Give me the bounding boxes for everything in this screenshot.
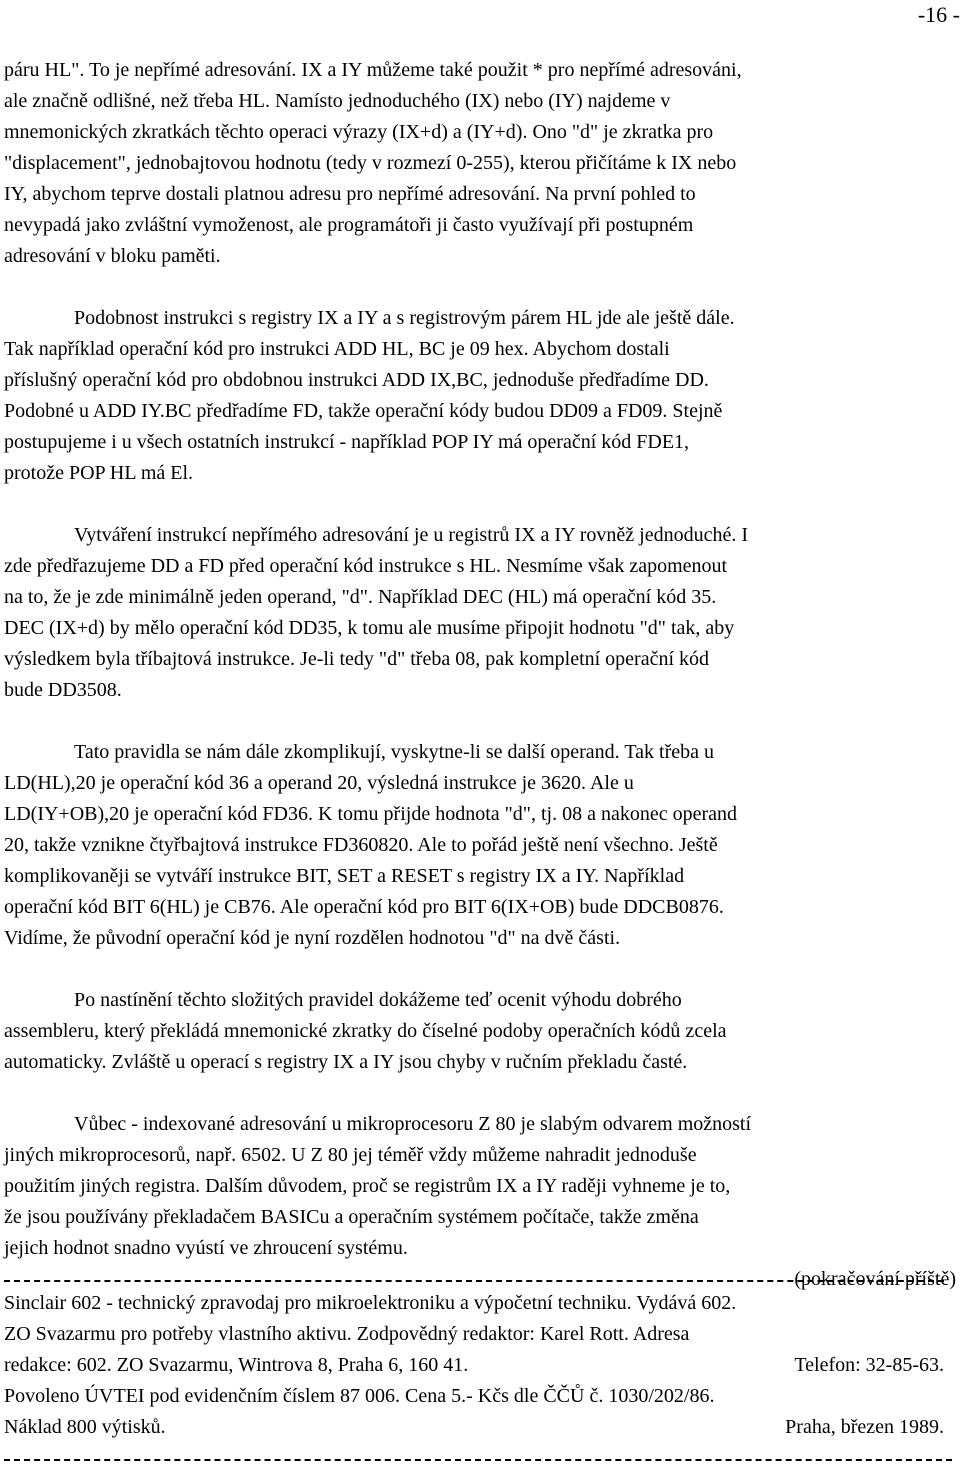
text-line: LD(IY+OB),20 je operační kód FD36. K tomu přijde hodnota "d", tj. 08 a nakonec operand bbox=[4, 803, 737, 825]
text-line: IY, abychom teprve dostali platnou adresu pro nepřímé adresování. Na první pohled to bbox=[4, 183, 696, 205]
text-line: příslušný operační kód pro obdobnou instrukci ADD IX,BC, jednoduše předřadíme DD. bbox=[4, 369, 709, 391]
page-number: -16 - bbox=[917, 2, 960, 27]
footer-text: ZO Svazarmu pro potřeby vlastního aktivu. Zodpovědný redaktor: Karel Rott. Adresa bbox=[4, 1323, 690, 1345]
footer-line bbox=[4, 1381, 944, 1412]
footer-text: Sinclair 602 - technický zpravodaj pro mikroelektroniku a výpočetní techniku. Vydává 602. bbox=[4, 1292, 737, 1314]
text-line: Tak například operační kód pro instrukci ADD HL, BC je 09 hex. Abychom dostali bbox=[4, 338, 670, 360]
text-line: zde předřazujeme DD a FD před operační kód instrukce s HL. Nesmíme však zapomenout bbox=[4, 555, 728, 577]
text-line: Vytváření instrukcí nepřímého adresování je u registrů IX a IY rovněž jednoduché. I bbox=[74, 524, 749, 546]
paragraph-gap bbox=[4, 489, 956, 520]
text-line: jiných mikroprocesorů, např. 6502. U Z 80 jej téměř vždy můžeme nahradit jednoduše bbox=[4, 1144, 697, 1166]
text-line: assembleru, který překládá mnemonické zkratky do číselné podoby operačních kódů zcela bbox=[4, 1020, 727, 1042]
paragraph-gap bbox=[4, 1078, 956, 1109]
text-line: automaticky. Zvláště u operací s registry IX a IY jsou chyby v ručním překladu časté. bbox=[4, 1051, 688, 1073]
text-line: Vůbec - indexované adresování u mikroprocesoru Z 80 je slabým odvarem možností bbox=[74, 1113, 752, 1135]
text-line: operační kód BIT 6(HL) je CB76. Ale operační kód pro BIT 6(IX+OB) bude DDCB0876. bbox=[4, 896, 724, 918]
paragraph-1 bbox=[4, 55, 956, 272]
footer-top-divider bbox=[4, 1280, 944, 1282]
paragraph-3 bbox=[4, 520, 956, 706]
paragraph-gap bbox=[4, 954, 956, 985]
footer-line bbox=[4, 1350, 944, 1381]
text-line: nevypadá jako zvláštní vymoženost, ale programátoři ji často využívají při postupném bbox=[4, 214, 694, 236]
text-line: páru HL". To je nepřímé adresování. IX a IY můžeme také použit * pro nepřímé adresováni, bbox=[4, 59, 742, 81]
footer-line bbox=[4, 1412, 944, 1443]
text-line: protože POP HL má El. bbox=[4, 462, 194, 484]
paragraph-4 bbox=[4, 737, 956, 954]
imprint-footer bbox=[4, 1288, 944, 1443]
continued-note: (pokračování příště) bbox=[794, 1268, 956, 1290]
text-line: Po nastínění těchto složitých pravidel dokážeme teď ocenit výhodu dobrého bbox=[74, 989, 682, 1011]
text-line: že jsou používány překladačem BASICu a operačním systémem počítače, takže změna bbox=[4, 1206, 699, 1228]
text-line: Podobné u ADD IY.BC předřadíme FD, takže operační kódy budou DD09 a FD09. Stejně bbox=[4, 400, 723, 422]
paragraph-gap bbox=[4, 272, 956, 303]
footer-line bbox=[4, 1288, 944, 1319]
text-line: DEC (IX+d) by mělo operační kód DD35, k tomu ale musíme připojit hodnotu "d" tak, aby bbox=[4, 617, 735, 639]
text-line: Vidíme, že původní operační kód je nyní rozdělen hodnotou "d" na dvě části. bbox=[4, 927, 621, 949]
text-line: mnemonických zkratkách těchto operaci výrazy (IX+d) a (IY+d). Ono "d" je zkratka pro bbox=[4, 121, 714, 143]
text-line: adresování v bloku paměti. bbox=[4, 245, 221, 267]
paragraph-gap bbox=[4, 706, 956, 737]
footer-print-run: Náklad 800 výtisků. bbox=[4, 1416, 166, 1438]
text-line: LD(HL),20 je operační kód 36 a operand 20, výsledná instrukce je 3620. Ale u bbox=[4, 772, 634, 794]
text-line: postupujeme i u všech ostatních instrukcí - například POP IY má operační kód FDE1, bbox=[4, 431, 690, 453]
paragraph-5 bbox=[4, 985, 956, 1078]
text-line: použitím jiných registra. Dalším důvodem, proč se registrům IX a IY raději vyhneme je to, bbox=[4, 1175, 731, 1197]
text-line: výsledkem byla tříbajtová instrukce. Je-li tedy "d" třeba 08, pak kompletní operační kód bbox=[4, 648, 710, 670]
footer-text: Povoleno ÚVTEI pod evidenčním číslem 87 006. Cena 5.- Kčs dle ČČŮ č. 1030/202/86. bbox=[4, 1385, 715, 1407]
footer-line bbox=[4, 1319, 944, 1350]
text-line: na to, že je zde minimálně jeden operand, "d". Například DEC (HL) má operační kód 35. bbox=[4, 586, 717, 608]
footer-bottom-divider bbox=[4, 1459, 952, 1461]
text-line: Podobnost instrukci s registry IX a IY a s registrovým párem HL jde ale ještě dále. bbox=[74, 307, 735, 329]
text-line: komplikovaněji se vytváří instrukce BIT, SET a RESET s registry IX a IY. Například bbox=[4, 865, 685, 887]
text-line: "displacement", jednobajtovou hodnotu (tedy v rozmezí 0-255), kterou přičítáme k IX nebo bbox=[4, 152, 737, 174]
text-line: jejich hodnot snadno vyústí ve zhroucení systému. bbox=[4, 1237, 408, 1259]
text-line: bude DD3508. bbox=[4, 679, 122, 701]
article-body bbox=[4, 55, 956, 1295]
text-line: Tato pravidla se nám dále zkomplikují, vyskytne-li se další operand. Tak třeba u bbox=[74, 741, 714, 763]
text-line: 20, takže vznikne čtyřbajtová instrukce FD360820. Ale to pořád ještě není všechno. Ještě bbox=[4, 834, 718, 856]
paragraph-2 bbox=[4, 303, 956, 489]
footer-phone: Telefon: 32-85-63. bbox=[794, 1354, 944, 1376]
text-line: ale značně odlišné, než třeba HL. Namísto jednoduchého (IX) nebo (IY) najdeme v bbox=[4, 90, 671, 112]
footer-address: redakce: 602. ZO Svazarmu, Wintrova 8, Praha 6, 160 41. bbox=[4, 1354, 469, 1376]
paragraph-6 bbox=[4, 1109, 956, 1264]
footer-date: Praha, březen 1989. bbox=[785, 1416, 944, 1438]
